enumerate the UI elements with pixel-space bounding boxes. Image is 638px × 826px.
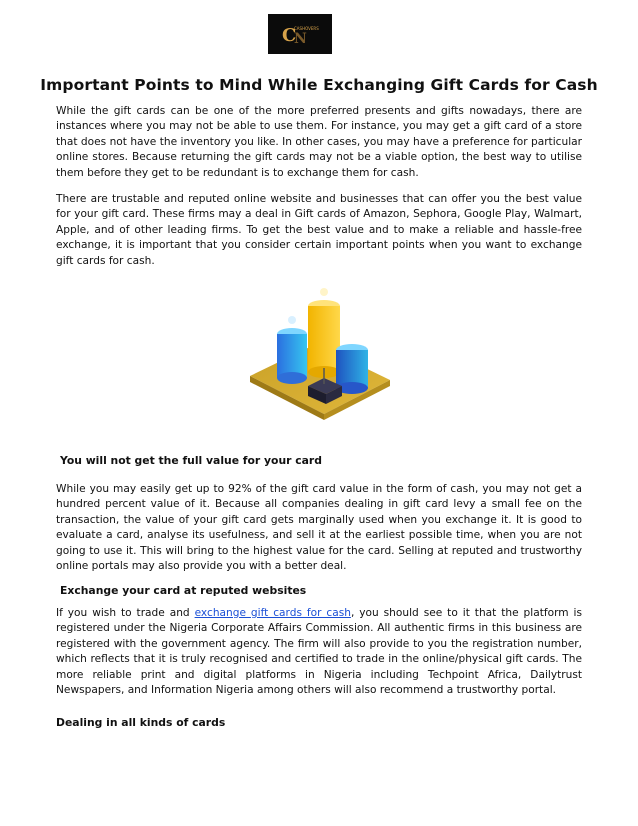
body-text-before-link: If you wish to trade and [56,607,195,619]
exchange-gift-cards-link[interactable]: exchange gift cards for cash [194,607,351,619]
svg-text:C: C [282,25,297,46]
page-title: Important Points to Mind While Exchanging Gift Cards for Cash [40,76,598,94]
section-body-full-value: While you may easily get up to 92% of the gift card value in the form of cash, you may not get a hundred percent value of it. Because all companies dealing in gift card levy a small fee on the transaction, the value of your gift card gets marginally used when you exchange it. It is good to evaluate a card, analyse its usefulness, and sell it at the earliest possible time, when you are not going to use it. This will bring to the highest value for the card. Selling at reputed and trustworthy online portals may also provide you with a better deal. [56,483,582,573]
section-heading-all-kinds-of-cards: Dealing in all kinds of cards [56,716,226,729]
svg-text:N: N [294,31,307,47]
body-text-after-link: , you should see to it that the platform is registered under the Nigeria Corporate Affairs Commission. All authentic firms in this business are registered with the government agency. The firm will also provide to you the registration number, which reflects that it is truly recognised and certified to trade in the online/physical gift cards. The more reliable print and digital platforms in Nigeria including Techpoint Africa, Dailytrust Newspapers, and Information Nigeria among others will also recommend a trustworthy portal. [56,607,582,697]
brand-logo [268,14,332,54]
intro-paragraph-2: There are trustable and reputed online website and businesses that can offer you the best value for your gift card. These firms may a deal in Gift cards of Amazon, Sephora, Google Play, Walmart, Apple, and of other leading firms. To get the best value and to make a reliable and hassle-free exchange, it is important that you consider certain important points when you want to exchange gift cards for cash. [56,193,582,267]
isometric-bar-chart-coins-illustration [244,280,394,432]
section-heading-reputed-websites: Exchange your card at reputed websites [60,584,307,597]
section-heading-full-value: You will not get the full value for your card [60,454,322,467]
logo-text: CASHOVERS [294,26,319,31]
section-body-reputed-websites [56,606,582,698]
intro-paragraph-1: While the gift cards can be one of the more preferred presents and gifts nowadays, there are instances where you may not be able to use them. For instance, you may get a gift card of a store that does not have the inventory you like. In other cases, you may have a preference for particular online stores. Because returning the gift cards may not be a viable option, the best way to utilise them before they get to be redundant is to exchange them for cash. [56,105,582,179]
